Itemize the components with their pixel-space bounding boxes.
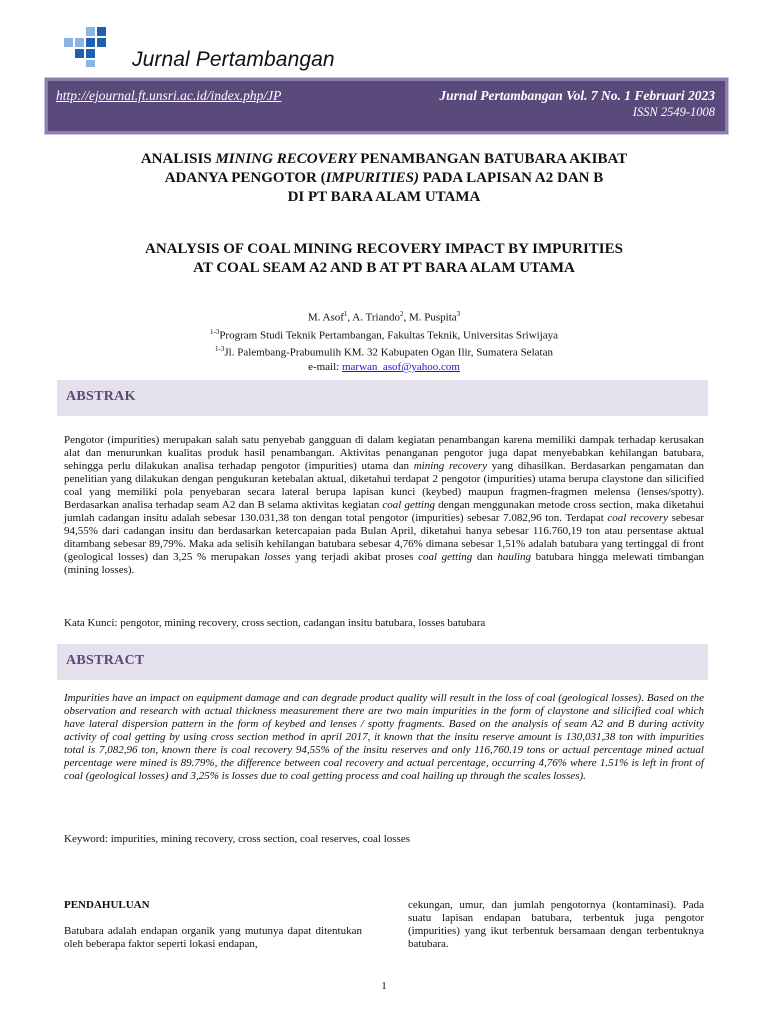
abstrak-italic: hauling bbox=[497, 551, 531, 563]
journal-url-link[interactable]: http://ejournal.ft.unsri.ac.id/index.php/JP bbox=[56, 88, 282, 103]
abstrak-text: Pengotor (impurities) merupakan salah satu penyebab gangguan di dalam kegiatan penambangan karena memiliki dampak terhadap kerusakan alat dan menurunkan kualitas produk hasil penambangan. Aktivitas penanganan pengotor juga dapat menyebabkan kehilangan batubara, sehingga perlu dilakukan analisa terhadap pengotor (impurities) utama dan bbox=[64, 434, 704, 472]
abstrak-text: yang terjadi akibat proses bbox=[290, 551, 419, 563]
abstract-heading-bar bbox=[57, 644, 708, 680]
title-italic-text: IMPURITIES) bbox=[325, 170, 419, 186]
author-name: , A. Triando bbox=[347, 311, 400, 324]
title-text: ANALYSIS OF COAL MINING RECOVERY IMPACT BY IMPURITIES bbox=[144, 241, 623, 257]
abstrak-text: batubara hingga melewati timbangan (mining losses). bbox=[64, 551, 704, 576]
title-text: PADA LAPISAN A2 DAN B bbox=[418, 170, 604, 186]
author-name: M. Asof bbox=[307, 311, 344, 324]
title-text: AT COAL SEAM A2 AND B AT PT BARA ALAM UTAMA bbox=[193, 260, 575, 276]
email-label: e-mail: bbox=[308, 360, 342, 373]
abstrak-keywords: Kata Kunci: pengotor, mining recovery, cross section, cadangan insitu batubara, losses batubara bbox=[64, 617, 486, 629]
author-names bbox=[0, 307, 768, 325]
author-sup: 2 bbox=[399, 310, 404, 318]
author-block bbox=[0, 307, 768, 374]
abstrak-heading: ABSTRAK bbox=[66, 389, 136, 404]
affiliation-sup: 1-3 bbox=[209, 327, 220, 336]
title-text: ANALISIS bbox=[140, 151, 216, 167]
intro-heading: PENDAHULUAN bbox=[64, 899, 150, 911]
title-text: PENAMBANGAN BATUBARA AKIBAT bbox=[356, 151, 628, 167]
affiliation-text: Jl. Palembang-Prabumulih KM. 32 Kabupaten Ogan Ilir, Sumatera Selatan bbox=[224, 346, 553, 359]
abstrak-italic: coal getting bbox=[418, 551, 473, 563]
abstrak-text: dan bbox=[472, 551, 498, 563]
intro-left-text: Batubara adalah endapan organik yang mutunya dapat ditentukan oleh beberapa faktor seperti lokasi endapan, bbox=[64, 925, 362, 950]
abstract-keywords: Keyword: impurities, mining recovery, cross section, coal reserves, coal losses bbox=[64, 833, 410, 845]
abstrak-italic: mining recovery bbox=[413, 460, 488, 472]
intro-left-column bbox=[64, 899, 362, 951]
author-sup: 3 bbox=[456, 310, 461, 318]
email-link[interactable]: marwan_asof@yahoo.com bbox=[341, 360, 460, 373]
affiliation-sup: 1-3 bbox=[215, 345, 225, 354]
author-sup: 1 bbox=[343, 310, 348, 318]
abstrak-italic: coal recovery bbox=[607, 512, 669, 524]
journal-logo bbox=[64, 24, 110, 68]
affiliation-text: Program Studi Teknik Pertambangan, Fakultas Teknik, Universitas Sriwijaya bbox=[219, 329, 559, 342]
journal-banner bbox=[45, 78, 728, 134]
article-title-indonesian bbox=[0, 150, 768, 207]
abstrak-text: sebesar 94,55% dari cadangan insitu dan berdasarkan ketercapaian pada Bulan April, diketahui hanya sebesar 116.760,19 ton atau persentase aktual ditambang sebesar 89,79%. Maka ada selisih kehilangan batubara sebesar 4,76% dimana sebesar 1,51% adalah batubara yang tertinggal di front (geological losses) dan 3,25 % merupakan bbox=[64, 512, 704, 563]
abstrak-body bbox=[64, 434, 704, 577]
affiliation-1 bbox=[0, 325, 768, 343]
affiliation-2 bbox=[0, 342, 768, 360]
abstrak-italic: losses bbox=[264, 551, 291, 563]
journal-volume: Jurnal Pertambangan Vol. 7 No. 1 Februari 2023 bbox=[439, 88, 715, 103]
abstrak-text: dengan menggunakan metode cross section, maka diketahui jumlah cadangan insitu adalah sebesar 130.031,38 ton dengan total pengotor (impurities) sebesar 7.082,96 ton. Terdapat bbox=[64, 499, 704, 524]
author-name: , M. Puspita bbox=[403, 311, 457, 324]
intro-right-column: cekungan, umur, dan jumlah pengotornya (kontaminasi). Pada suatu lapisan endapan batubara, terbentuk juga pengotor (impurities) yang ikut terbentuk bersamaan dengan terbentuknya batubara. bbox=[408, 899, 704, 950]
email-line bbox=[0, 360, 768, 374]
article-title-english bbox=[0, 240, 768, 278]
page-number: 1 bbox=[381, 980, 387, 992]
abstract-heading: ABSTRACT bbox=[66, 653, 145, 668]
journal-name: Jurnal Pertambangan bbox=[132, 48, 335, 71]
abstrak-heading-bar bbox=[57, 380, 708, 416]
abstrak-italic: coal getting bbox=[382, 499, 435, 511]
abstrak-text: yang dihasilkan. Berdasarkan pengamatan dan penelitian yang dilakukan dengan pengukuran ketebalan aktual, diketahui terdapat 2 pengotor (impurities) utama berupa claystone dan silicified coal yang memiliki pola penyebaran secara lateral berupa lapisan kunci (keybed) maupun fragmen-fragmen melensa (lenses/spotty). Berdasarkan analisa terhadap seam A2 dan B selama aktivitas kegiatan bbox=[64, 460, 705, 511]
title-italic-text: MINING RECOVERY bbox=[215, 151, 357, 167]
title-text: ADANYA PENGOTOR ( bbox=[164, 170, 326, 186]
title-text: DI PT BARA ALAM UTAMA bbox=[287, 189, 481, 205]
abstract-body: Impurities have an impact on equipment damage and can degrade product quality will result in the loss of coal (geological losses). Based on the observation and research with actual thickness measurement there are two main impurities in the form of claystone and silicified coal which have lateral dispersion pattern in the form of keybed and lenses / spotty fragments. Based on the analysis of seam A2 and B during activity activity of coal getting by using cross section method in april 2017, it known that the insitu reserve amount is 130,031,38 ton with impurities total is 7,082,96 ton, known there is coal recovery 94,55% of the insitu reserves and only 116,760.19 tons or actual percentage mined actual percentage were mined is 89.79%, the difference between coal recovery and actual percentage, occurring 4,76% where 1.51% is left in front of coal (geological losses) and 3,25% is losses due to coal getting process and coal hailing up through the scales losses). bbox=[64, 692, 704, 782]
journal-issn: ISSN 2549-1008 bbox=[632, 105, 715, 119]
